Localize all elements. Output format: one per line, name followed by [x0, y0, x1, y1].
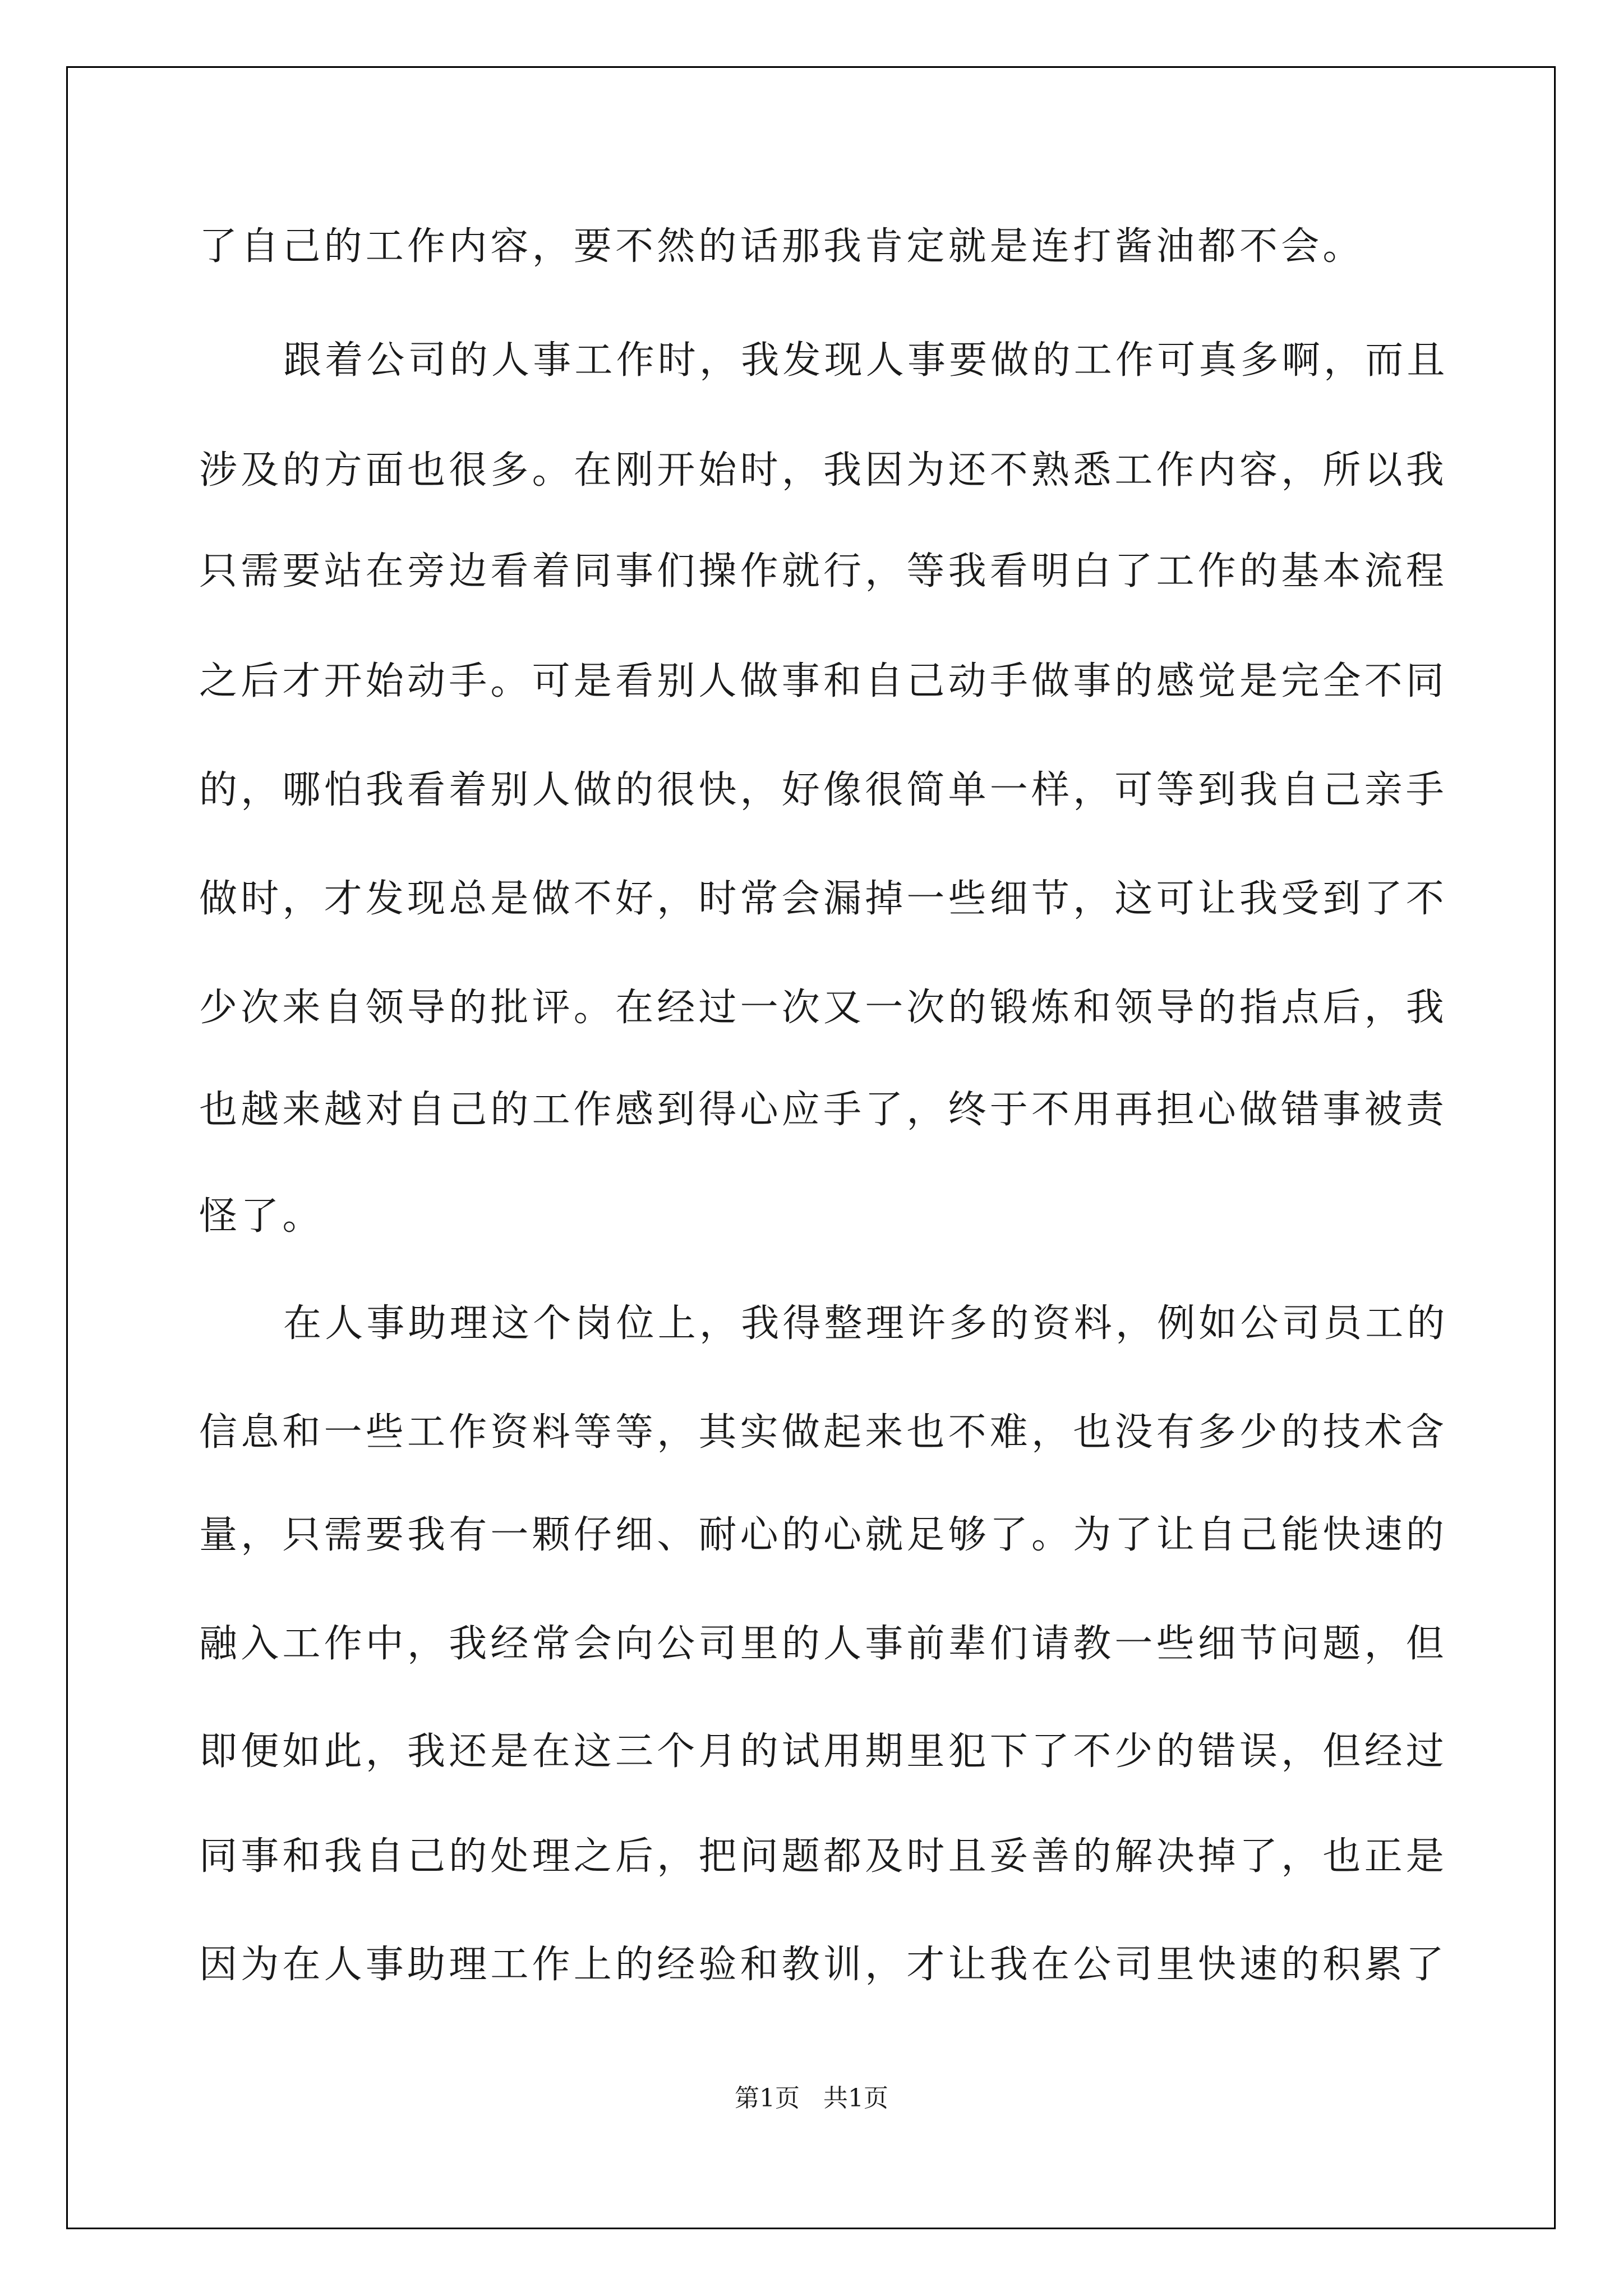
text-line: 之后才开始动手。可是看别人做事和自己动手做事的感觉是完全不同 — [199, 659, 1448, 703]
paragraph-first-line: 跟着公司的人事工作时，我发现人事要做的工作可真多啊，而且 — [283, 338, 1449, 383]
paragraph-first-line: 在人事助理这个岗位上，我得整理许多的资料，例如公司员工的 — [283, 1301, 1449, 1346]
text-line: 少次来自领导的批评。在经过一次又一次的锻炼和领导的指点后，我 — [199, 986, 1448, 1030]
page-footer: 第1页 共1页 — [735, 2084, 888, 2113]
text-line: 了自己的工作内容，要不然的话那我肯定就是连打酱油都不会。 — [199, 224, 1364, 269]
text-line: 信息和一些工作资料等等，其实做起来也不难，也没有多少的技术含 — [199, 1410, 1448, 1455]
page-border — [66, 66, 1556, 2229]
text-line: 怪了。 — [199, 1194, 324, 1239]
text-line: 也越来越对自己的工作感到得心应手了，终于不用再担心做错事被责 — [199, 1088, 1448, 1132]
text-line: 即便如此，我还是在这三个月的试用期里犯下了不少的错误，但经过 — [199, 1729, 1448, 1774]
text-line: 量，只需要我有一颗仔细、耐心的心就足够了。为了让自己能快速的 — [199, 1513, 1448, 1557]
text-line: 融入工作中，我经常会向公司里的人事前辈们请教一些细节问题，但 — [199, 1622, 1448, 1666]
text-line: 做时，才发现总是做不好，时常会漏掉一些细节，这可让我受到了不 — [199, 877, 1448, 921]
text-line: 同事和我自己的处理之后，把问题都及时且妥善的解决掉了，也正是 — [199, 1834, 1448, 1879]
text-line: 因为在人事助理工作上的经验和教训，才让我在公司里快速的积累了 — [199, 1943, 1448, 1987]
text-line: 只需要站在旁边看着同事们操作就行，等我看明白了工作的基本流程 — [199, 549, 1448, 593]
text-line: 的，哪怕我看着别人做的很快，好像很简单一样，可等到我自己亲手 — [199, 768, 1448, 812]
text-line: 涉及的方面也很多。在刚开始时，我因为还不熟悉工作内容，所以我 — [199, 448, 1448, 493]
